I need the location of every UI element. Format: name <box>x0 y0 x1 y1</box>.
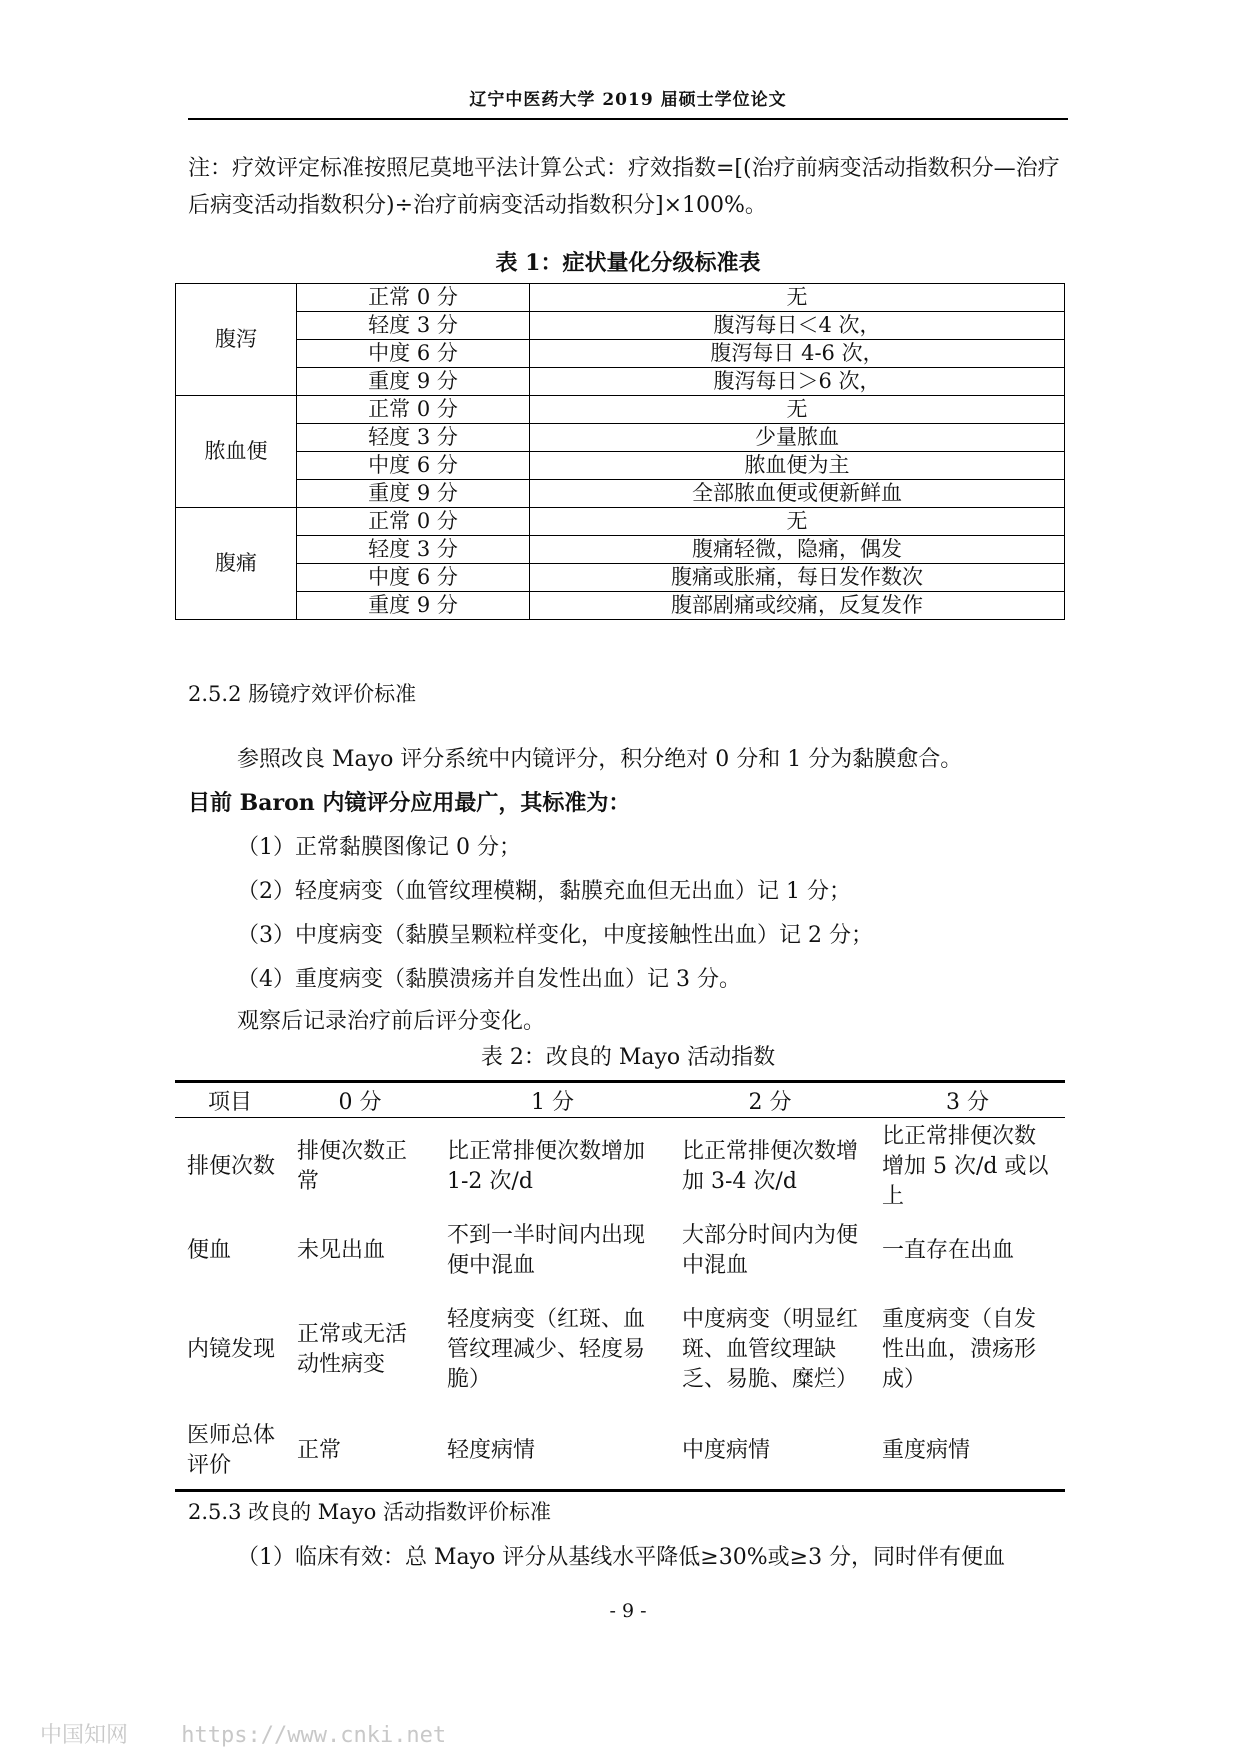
table-row <box>176 368 1065 396</box>
symptom-cell: 腹泻 <box>176 284 297 396</box>
grade-cell: 轻度 3 分 <box>297 424 530 452</box>
table-row <box>176 424 1065 452</box>
desc-cell: 无 <box>530 508 1065 536</box>
table-row <box>176 536 1065 564</box>
header-rule <box>188 118 1068 120</box>
baron-item-3: （3）中度病变（黏膜呈颗粒样变化，中度接触性出血）记 2 分； <box>237 923 873 948</box>
table-row <box>176 564 1065 592</box>
table-cell: 比正常排便次数增加 3-4 次/d <box>682 1139 859 1194</box>
grade-cell: 重度 9 分 <box>297 368 530 396</box>
column-header: 2 分 <box>670 1082 870 1118</box>
table-cell: 便血 <box>187 1238 232 1263</box>
running-header: 辽宁中医药大学 2019 届硕士学位论文 <box>469 90 787 110</box>
table-cell: 比正常排便次数增加 5 次/d 或以上 <box>882 1124 1049 1209</box>
table-row <box>175 1216 1065 1286</box>
table-cell: 未见出血 <box>297 1238 386 1263</box>
table-cell: 正常 <box>297 1438 342 1464</box>
grade-cell: 正常 0 分 <box>297 508 530 536</box>
section-2-5-3-heading: 2.5.3 改良的 Mayo 活动指数评价标准 <box>188 1500 551 1524</box>
clinical-effective-text: （1）临床有效：总 Mayo 评分从基线水平降低≥30%或≥3 分，同时伴有便血 <box>237 1545 1006 1570</box>
table-cell: 内镜发现 <box>187 1337 276 1362</box>
desc-cell: 腹泻每日＜4 次， <box>530 312 1065 340</box>
table-row <box>176 592 1065 620</box>
desc-cell: 全部脓血便或便新鲜血 <box>530 480 1065 508</box>
table-cell: 大部分时间内为便中混血 <box>682 1223 859 1278</box>
page-number: - 9 - <box>609 1600 647 1622</box>
desc-cell: 腹部剧痛或绞痛，反复发作 <box>530 592 1065 620</box>
watermark-logo-text: 中国知网 <box>40 1723 129 1748</box>
table-cell: 排便次数正常 <box>297 1139 408 1194</box>
desc-cell: 少量脓血 <box>530 424 1065 452</box>
table-cell: 轻度病情 <box>447 1438 536 1464</box>
grade-cell: 轻度 3 分 <box>297 536 530 564</box>
table1-caption: 表 1：症状量化分级标准表 <box>495 250 761 276</box>
grade-cell: 中度 6 分 <box>297 340 530 368</box>
table-cell: 正常或无活动性病变 <box>297 1322 408 1377</box>
cnki-watermark <box>40 1718 486 1749</box>
symptom-cell: 脓血便 <box>176 396 297 508</box>
baron-item-4: （4）重度病变（黏膜溃疡并自发性出血）记 3 分。 <box>237 967 741 992</box>
table-row <box>176 480 1065 508</box>
table-row <box>176 340 1065 368</box>
desc-cell: 腹痛或胀痛，每日发作数次 <box>530 564 1065 592</box>
table-header-row <box>175 1082 1065 1118</box>
table-row <box>175 1286 1065 1414</box>
mayo-intro-text: 参照改良 Mayo 评分系统中内镜评分，积分绝对 0 分和 1 分为黏膜愈合。 <box>237 747 963 772</box>
column-header: 项目 <box>175 1082 285 1118</box>
desc-cell: 腹泻每日＞6 次， <box>530 368 1065 396</box>
column-header: 3 分 <box>870 1082 1065 1118</box>
baron-intro-text: 目前 Baron 内镜评分应用最广，其标准为： <box>188 790 631 816</box>
grade-cell: 正常 0 分 <box>297 396 530 424</box>
desc-cell: 腹泻每日 4-6 次， <box>530 340 1065 368</box>
table-row <box>176 508 1065 536</box>
desc-cell: 脓血便为主 <box>530 452 1065 480</box>
grade-cell: 重度 9 分 <box>297 592 530 620</box>
table-cell: 轻度病变（红斑、血管纹理减少、轻度易脆） <box>447 1307 646 1392</box>
section-2-5-2-heading: 2.5.2 肠镜疗效评价标准 <box>188 682 417 706</box>
table2-caption: 表 2：改良的 Mayo 活动指数 <box>480 1045 776 1070</box>
baron-item-2: （2）轻度病变（血管纹理模糊，黏膜充血但无出血）记 1 分； <box>237 879 851 904</box>
desc-cell: 腹痛轻微，隐痛，偶发 <box>530 536 1065 564</box>
table-cell: 重度病变（自发性出血，溃疡形成） <box>882 1307 1037 1392</box>
table-cell: 一直存在出血 <box>882 1238 1015 1263</box>
table-cell: 重度病情 <box>882 1438 971 1464</box>
column-header: 1 分 <box>435 1082 670 1118</box>
table-row <box>176 312 1065 340</box>
table-cell: 不到一半时间内出现便中混血 <box>447 1223 646 1278</box>
desc-cell: 无 <box>530 396 1065 424</box>
symptom-cell: 腹痛 <box>176 508 297 620</box>
efficacy-note: 注：疗效评定标准按照尼莫地平法计算公式：疗效指数=[(治疗前病变活动指数积分—治疗后病变活动指数积分)÷治疗前病变活动指数积分]×100%。 <box>188 156 1060 218</box>
baron-item-1: （1）正常黏膜图像记 0 分； <box>237 835 521 860</box>
watermark-url: https://www.cnki.net <box>181 1723 447 1748</box>
table-row <box>175 1414 1065 1490</box>
table-cell: 中度病变（明显红斑、血管纹理缺乏、易脆、糜烂） <box>682 1307 859 1392</box>
table-cell: 医师总体评价 <box>187 1423 276 1479</box>
grade-cell: 中度 6 分 <box>297 564 530 592</box>
table-row <box>175 1118 1065 1217</box>
table-cell: 中度病情 <box>682 1438 771 1464</box>
table-cell: 排便次数 <box>187 1154 276 1179</box>
mayo-index-table <box>175 1080 1065 1492</box>
observe-text: 观察后记录治疗前后评分变化。 <box>237 1009 546 1034</box>
grade-cell: 中度 6 分 <box>297 452 530 480</box>
table-row <box>176 284 1065 312</box>
table-row <box>176 396 1065 424</box>
table-cell: 比正常排便次数增加 1-2 次/d <box>447 1139 646 1194</box>
grade-cell: 正常 0 分 <box>297 284 530 312</box>
grade-cell: 重度 9 分 <box>297 480 530 508</box>
grade-cell: 轻度 3 分 <box>297 312 530 340</box>
table-row <box>176 452 1065 480</box>
desc-cell: 无 <box>530 284 1065 312</box>
column-header: 0 分 <box>285 1082 435 1118</box>
symptom-grading-table <box>175 283 1065 620</box>
